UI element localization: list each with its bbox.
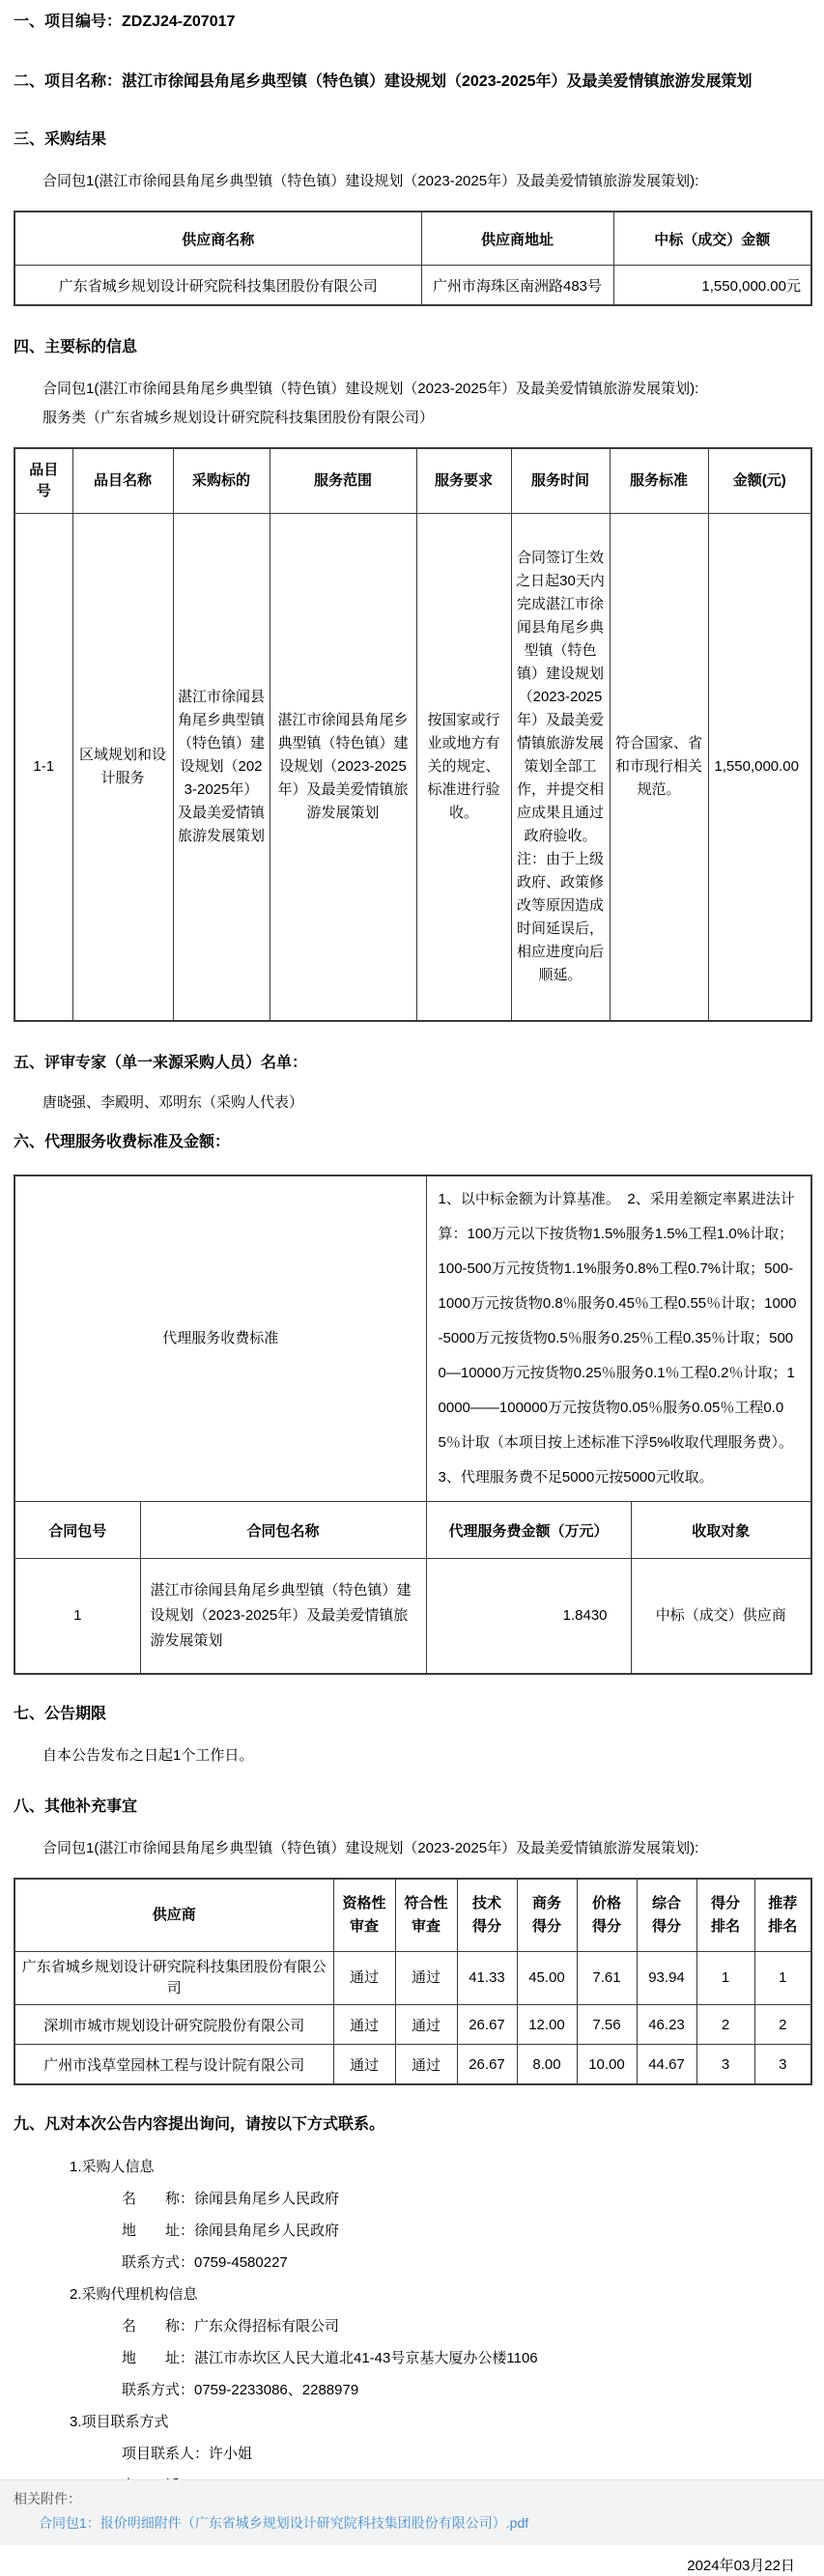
subject-table-row xyxy=(14,514,811,1022)
subject-col-requirement: 服务要求 xyxy=(416,448,511,514)
score-total: 46.23 xyxy=(637,2005,696,2045)
score-price: 7.56 xyxy=(577,2005,637,2045)
subject-target: 湛江市徐闻县角尾乡典型镇（特色镇）建设规划（2023-2025年）及最美爱情镇旅游发展策划 xyxy=(173,514,270,1022)
subject-scope: 湛江市徐闻县角尾乡典型镇（特色镇）建设规划（2023-2025年）及最美爱情镇旅游发展策划 xyxy=(270,514,416,1022)
score-recommend-rank: 3 xyxy=(754,2045,811,2085)
subject-col-amount: 金额(元) xyxy=(708,448,811,514)
project-contact-title: 3.项目联系方式 xyxy=(70,2414,169,2430)
agency-fee-data-row xyxy=(14,1559,811,1675)
fee-package-name: 湛江市徐闻县角尾乡典型镇（特色镇）建设规划（2023-2025年）及最美爱情镇旅游发展策划 xyxy=(140,1559,426,1675)
score-business: 8.00 xyxy=(517,2045,577,2085)
score-technical: 41.33 xyxy=(457,1952,517,2005)
score-rank: 2 xyxy=(696,2005,754,2045)
agency-info-title: 2.采购代理机构信息 xyxy=(70,2286,198,2303)
attachments-label: 相关附件： xyxy=(14,2491,81,2506)
score-table-row xyxy=(14,2005,811,2045)
score-conformity: 通过 xyxy=(395,1952,457,2005)
result-supplier-name: 广东省城乡规划设计研究院科技集团股份有限公司 xyxy=(14,266,421,306)
agency-phone: 联系方式：0759-2233086、2288979 xyxy=(122,2382,359,2398)
score-col-conformity: 符合性审查 xyxy=(395,1879,457,1952)
score-conformity: 通过 xyxy=(395,2005,457,2045)
result-award-amount: 1,550,000.00元 xyxy=(613,266,811,306)
score-col-total: 综合得分 xyxy=(637,1879,696,1952)
agency-fee-header-row xyxy=(14,1502,811,1559)
score-supplier: 深圳市城市规划设计研究院股份有限公司 xyxy=(14,2005,333,2045)
subject-table-header-row xyxy=(14,448,811,514)
score-col-supplier: 供应商 xyxy=(14,1879,333,1952)
purchaser-name: 名 称：徐闻县角尾乡人民政府 xyxy=(122,2191,340,2207)
section-agency-fee-heading: 六、代理服务收费标准及金额： xyxy=(14,1134,231,1150)
purchaser-address: 地 址：徐闻县角尾乡人民政府 xyxy=(122,2222,340,2239)
fee-col-package-name: 合同包名称 xyxy=(140,1502,426,1559)
procurement-result-table xyxy=(14,211,812,306)
score-technical: 26.67 xyxy=(457,2045,517,2085)
section-notice-period-heading: 七、公告期限 xyxy=(14,1706,107,1722)
score-col-qualification: 资格性审查 xyxy=(333,1879,395,1952)
fee-col-fee-amount: 代理服务费金额（万元） xyxy=(426,1502,631,1559)
purchaser-phone: 联系方式：0759-4580227 xyxy=(122,2254,288,2271)
agency-fee-table xyxy=(14,1175,812,1675)
fee-payer: 中标（成交）供应商 xyxy=(631,1559,811,1675)
subject-col-standard: 服务标准 xyxy=(610,448,708,514)
subject-time: 合同签订生效之日起30天内完成湛江市徐闻县角尾乡典型镇（特色镇）建设规划（2023-2025年）及最美爱情镇旅游发展策划全部工作，并提交相应成果且通过政府验收。 注：由于上级政府、政策修改等原因造成时间延误后，相应进度向后顺延。 xyxy=(511,514,610,1022)
result-col-supplier-name: 供应商名称 xyxy=(14,212,421,266)
score-supplier: 广州市浅草堂园林工程与设计院有限公司 xyxy=(14,2045,333,2085)
subject-col-item-name: 品目名称 xyxy=(72,448,173,514)
experts-names: 唐晓强、李殿明、邓明东（采购人代表） xyxy=(43,1094,304,1111)
subject-col-scope: 服务范围 xyxy=(270,448,416,514)
result-table-row xyxy=(14,266,811,306)
score-recommend-rank: 2 xyxy=(754,2005,811,2045)
notice-period-text: 自本公告发布之日起1个工作日。 xyxy=(43,1747,254,1764)
score-rank: 3 xyxy=(696,2045,754,2085)
score-supplier: 广东省城乡规划设计研究院科技集团股份有限公司 xyxy=(14,1952,333,2005)
score-price: 7.61 xyxy=(577,1952,637,2005)
fee-package-no: 1 xyxy=(14,1559,140,1675)
subject-service-type: 服务类（广东省城乡规划设计研究院科技集团股份有限公司） xyxy=(43,410,435,426)
section-contact-heading: 九、凡对本次公告内容提出询问，请按以下方式联系。 xyxy=(14,2116,385,2133)
section-experts-heading: 五、评审专家（单一来源采购人员）名单： xyxy=(14,1055,308,1071)
agency-address: 地 址：湛江市赤坎区人民大道北41-43号京基大厦办公楼1106 xyxy=(122,2350,538,2366)
supplementary-package-intro: 合同包1(湛江市徐闻县角尾乡典型镇（特色镇）建设规划（2023-2025年）及最美爱情镇旅游发展策划): xyxy=(43,1840,699,1856)
score-col-recommend-rank: 推荐排名 xyxy=(754,1879,811,1952)
score-qualification: 通过 xyxy=(333,1952,395,2005)
score-table-row xyxy=(14,1952,811,2005)
score-total: 44.67 xyxy=(637,2045,696,2085)
subject-item-name: 区域规划和设计服务 xyxy=(72,514,173,1022)
score-technical: 26.67 xyxy=(457,2005,517,2045)
score-col-technical: 技术得分 xyxy=(457,1879,517,1952)
result-col-award-amount: 中标（成交）金额 xyxy=(613,212,811,266)
agency-fee-standard-label: 代理服务收费标准 xyxy=(14,1175,426,1502)
section-supplementary-heading: 八、其他补充事宜 xyxy=(14,1798,138,1815)
attachments-footer xyxy=(0,2479,824,2545)
project-contact-person: 项目联系人：许小姐 xyxy=(122,2446,253,2462)
score-business: 12.00 xyxy=(517,2005,577,2045)
score-qualification: 通过 xyxy=(333,2045,395,2085)
result-package-intro: 合同包1(湛江市徐闻县角尾乡典型镇（特色镇）建设规划（2023-2025年）及最美爱情镇旅游发展策划): xyxy=(43,173,699,189)
result-col-supplier-address: 供应商地址 xyxy=(421,212,613,266)
subject-standard: 符合国家、省和市现行相关规范。 xyxy=(610,514,708,1022)
score-col-business: 商务得分 xyxy=(517,1879,577,1952)
score-table-row xyxy=(14,2045,811,2085)
subject-info-table xyxy=(14,447,812,1022)
subject-requirement: 按国家或行业或地方有关的规定、标准进行验收。 xyxy=(416,514,511,1022)
score-table xyxy=(14,1878,812,2085)
score-qualification: 通过 xyxy=(333,2005,395,2045)
fee-col-payer: 收取对象 xyxy=(631,1502,811,1559)
signature-date: 2024年03月22日 xyxy=(687,2558,795,2574)
section-subject-heading: 四、主要标的信息 xyxy=(14,339,138,355)
score-total: 93.94 xyxy=(637,1952,696,2005)
agency-name: 名 称：广东众得招标有限公司 xyxy=(122,2318,340,2335)
subject-col-target: 采购标的 xyxy=(173,448,270,514)
fee-amount: 1.8430 xyxy=(426,1559,631,1675)
score-price: 10.00 xyxy=(577,2045,637,2085)
score-business: 45.00 xyxy=(517,1952,577,2005)
result-supplier-address: 广州市海珠区南洲路483号 xyxy=(421,266,613,306)
subject-amount: 1,550,000.00 xyxy=(708,514,811,1022)
score-recommend-rank: 1 xyxy=(754,1952,811,2005)
result-table-header-row xyxy=(14,212,811,266)
section-project-name-heading: 二、项目名称：湛江市徐闻县角尾乡典型镇（特色镇）建设规划（2023-2025年）及最美爱情镇旅游发展策划 xyxy=(14,73,753,90)
score-conformity: 通过 xyxy=(395,2045,457,2085)
score-rank: 1 xyxy=(696,1952,754,2005)
section-result-heading: 三、采购结果 xyxy=(14,131,107,148)
subject-col-time: 服务时间 xyxy=(511,448,610,514)
purchaser-info-title: 1.采购人信息 xyxy=(70,2159,155,2175)
subject-package-intro: 合同包1(湛江市徐闻县角尾乡典型镇（特色镇）建设规划（2023-2025年）及最美爱情镇旅游发展策划): xyxy=(43,381,699,397)
fee-col-package-no: 合同包号 xyxy=(14,1502,140,1559)
score-table-header-row xyxy=(14,1879,811,1952)
section-project-number-heading: 一、项目编号：ZDZJ24-Z07017 xyxy=(14,14,236,30)
subject-item-no: 1-1 xyxy=(14,514,72,1022)
score-col-price: 价格得分 xyxy=(577,1879,637,1952)
agency-fee-standard-row xyxy=(14,1175,811,1502)
agency-fee-standard-text: 1、以中标金额为计算基准。 2、采用差额定率累进法计算：100万元以下按货物1.5%服务1.5%工程1.0%计取；100-500万元按货物1.1%服务0.8%工程0.7%计取；500-1000万元按货物0.8％服务0.45％工程0.55％计取；1000-5000万元按货物0.5％服务0.25％工程0.35％计取；5000—10000万元按货物0.25％服务0.1％工程0.2％计取；10000——100000万元按货物0.05％服务0.05％工程0.05％计取（本项目按上述标准下浮5%收取代理服务费）。3、代理服务费不足5000元按5000元收取。 xyxy=(426,1175,811,1502)
subject-col-item-no: 品目号 xyxy=(14,448,72,514)
attachment-pdf-link[interactable]: 合同包1：报价明细附件（广东省城乡规划设计研究院科技集团股份有限公司）.pdf xyxy=(39,2515,529,2531)
score-col-score-rank: 得分排名 xyxy=(696,1879,754,1952)
